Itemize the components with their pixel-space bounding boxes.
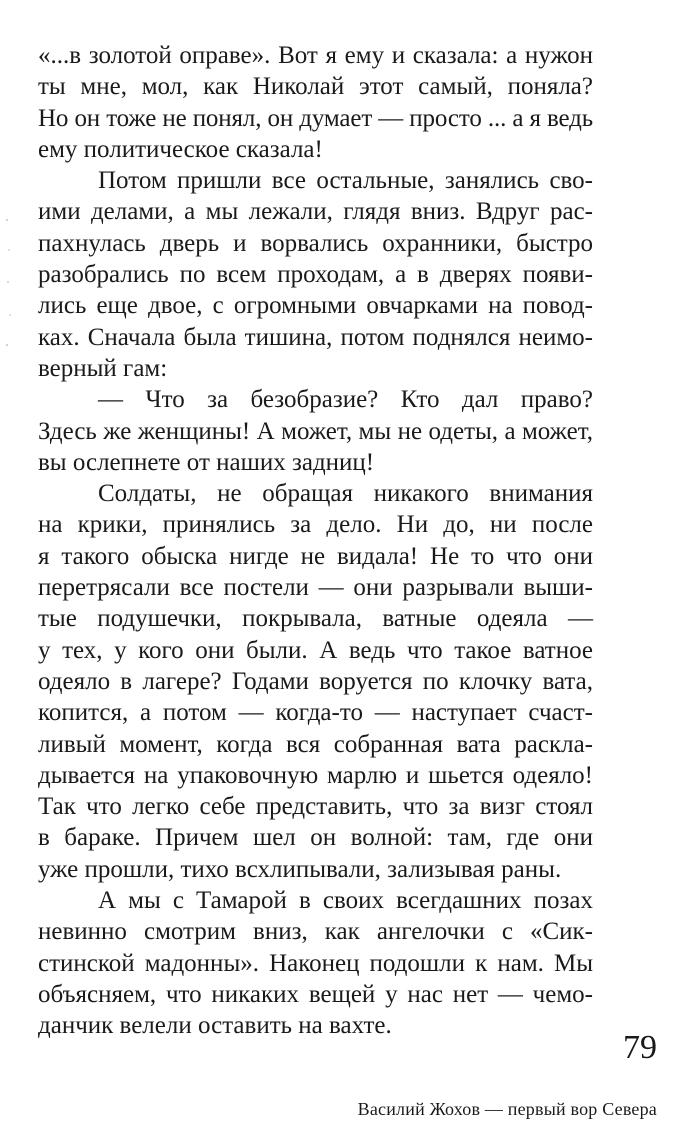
text-line: Но он тоже не понял, он думает — просто ... а я ведь — [38, 104, 593, 132]
text-line: ему политическое сказала! — [38, 135, 323, 163]
text-line: дывается на упаковочную марлю и шьется одеяло! — [38, 761, 593, 789]
text-line: «...в золотой оправе». Вот я ему и сказала: а нужон — [38, 42, 593, 69]
text-line: А мы с Тамарой в своих всегдашних позах — [98, 887, 593, 915]
text-line: стинской мадонны». Наконец подошли к нам. Мы — [38, 949, 593, 977]
text-line: ты мне, мол, как Николай этот самый, поняла? — [38, 73, 593, 101]
text-line: одеяло в лагере? Годами воруется по клочку вата, — [38, 667, 593, 695]
text-line: верный гам: — [38, 354, 168, 382]
text-line: вы ослепнете от наших задниц! — [38, 448, 375, 476]
text-line: в бараке. Причем шел он волной: там, где они — [38, 824, 593, 852]
text-line: перетрясали все постели — они разрывали выши- — [38, 574, 593, 602]
text-line: Потом пришли все остальные, занялись сво- — [98, 167, 593, 195]
running-footer: Василий Жохов — первый вор Севера — [357, 1099, 657, 1119]
scan-margin-specks — [4, 210, 14, 360]
text-line: Здесь же женщины! А может, мы не одеты, а может, — [38, 417, 593, 445]
text-line: Солдаты, не обращая никакого внимания — [98, 480, 593, 508]
text-line: разобрались по всем проходам, а в дверях появи- — [38, 261, 593, 289]
text-line: — Что за безобразие? Кто дал право? — [98, 386, 593, 414]
text-line: у тех, у кого они были. А ведь что такое ватное — [38, 636, 593, 664]
text-line: копится, а потом — когда-то — наступает счаст- — [38, 699, 593, 727]
text-line: пахнулась дверь и ворвались охранники, быстро — [38, 229, 593, 257]
text-line: ливый момент, когда вся собранная вата раскла- — [38, 730, 593, 758]
text-line: Так что легко себе представить, что за визг стоял — [38, 793, 593, 821]
text-line: ими делами, а мы лежали, глядя вниз. Вдруг рас- — [38, 198, 593, 226]
page-number: 79 — [623, 1029, 657, 1066]
text-line: ках. Сначала была тишина, потом поднялся неимо- — [38, 323, 593, 351]
text-line: невинно смотрим вниз, как ангелочки с «Сик- — [38, 918, 593, 946]
body-text — [38, 40, 593, 1042]
text-line: уже прошли, тихо всхлипывали, зализывая раны. — [38, 855, 562, 883]
text-line: объясняем, что никаких вещей у нас нет — чемо- — [38, 980, 593, 1008]
text-line: на крики, принялись за дело. Ни до, ни после — [38, 511, 593, 539]
text-line: я такого обыска нигде не видала! Не то что они — [38, 542, 593, 570]
text-line: лись еще двое, с огромными овчарками на повод- — [38, 292, 593, 320]
text-line: данчик велели оставить на вахте. — [38, 1012, 392, 1040]
text-line: тые подушечки, покрывала, ватные одеяла — — [38, 605, 593, 633]
